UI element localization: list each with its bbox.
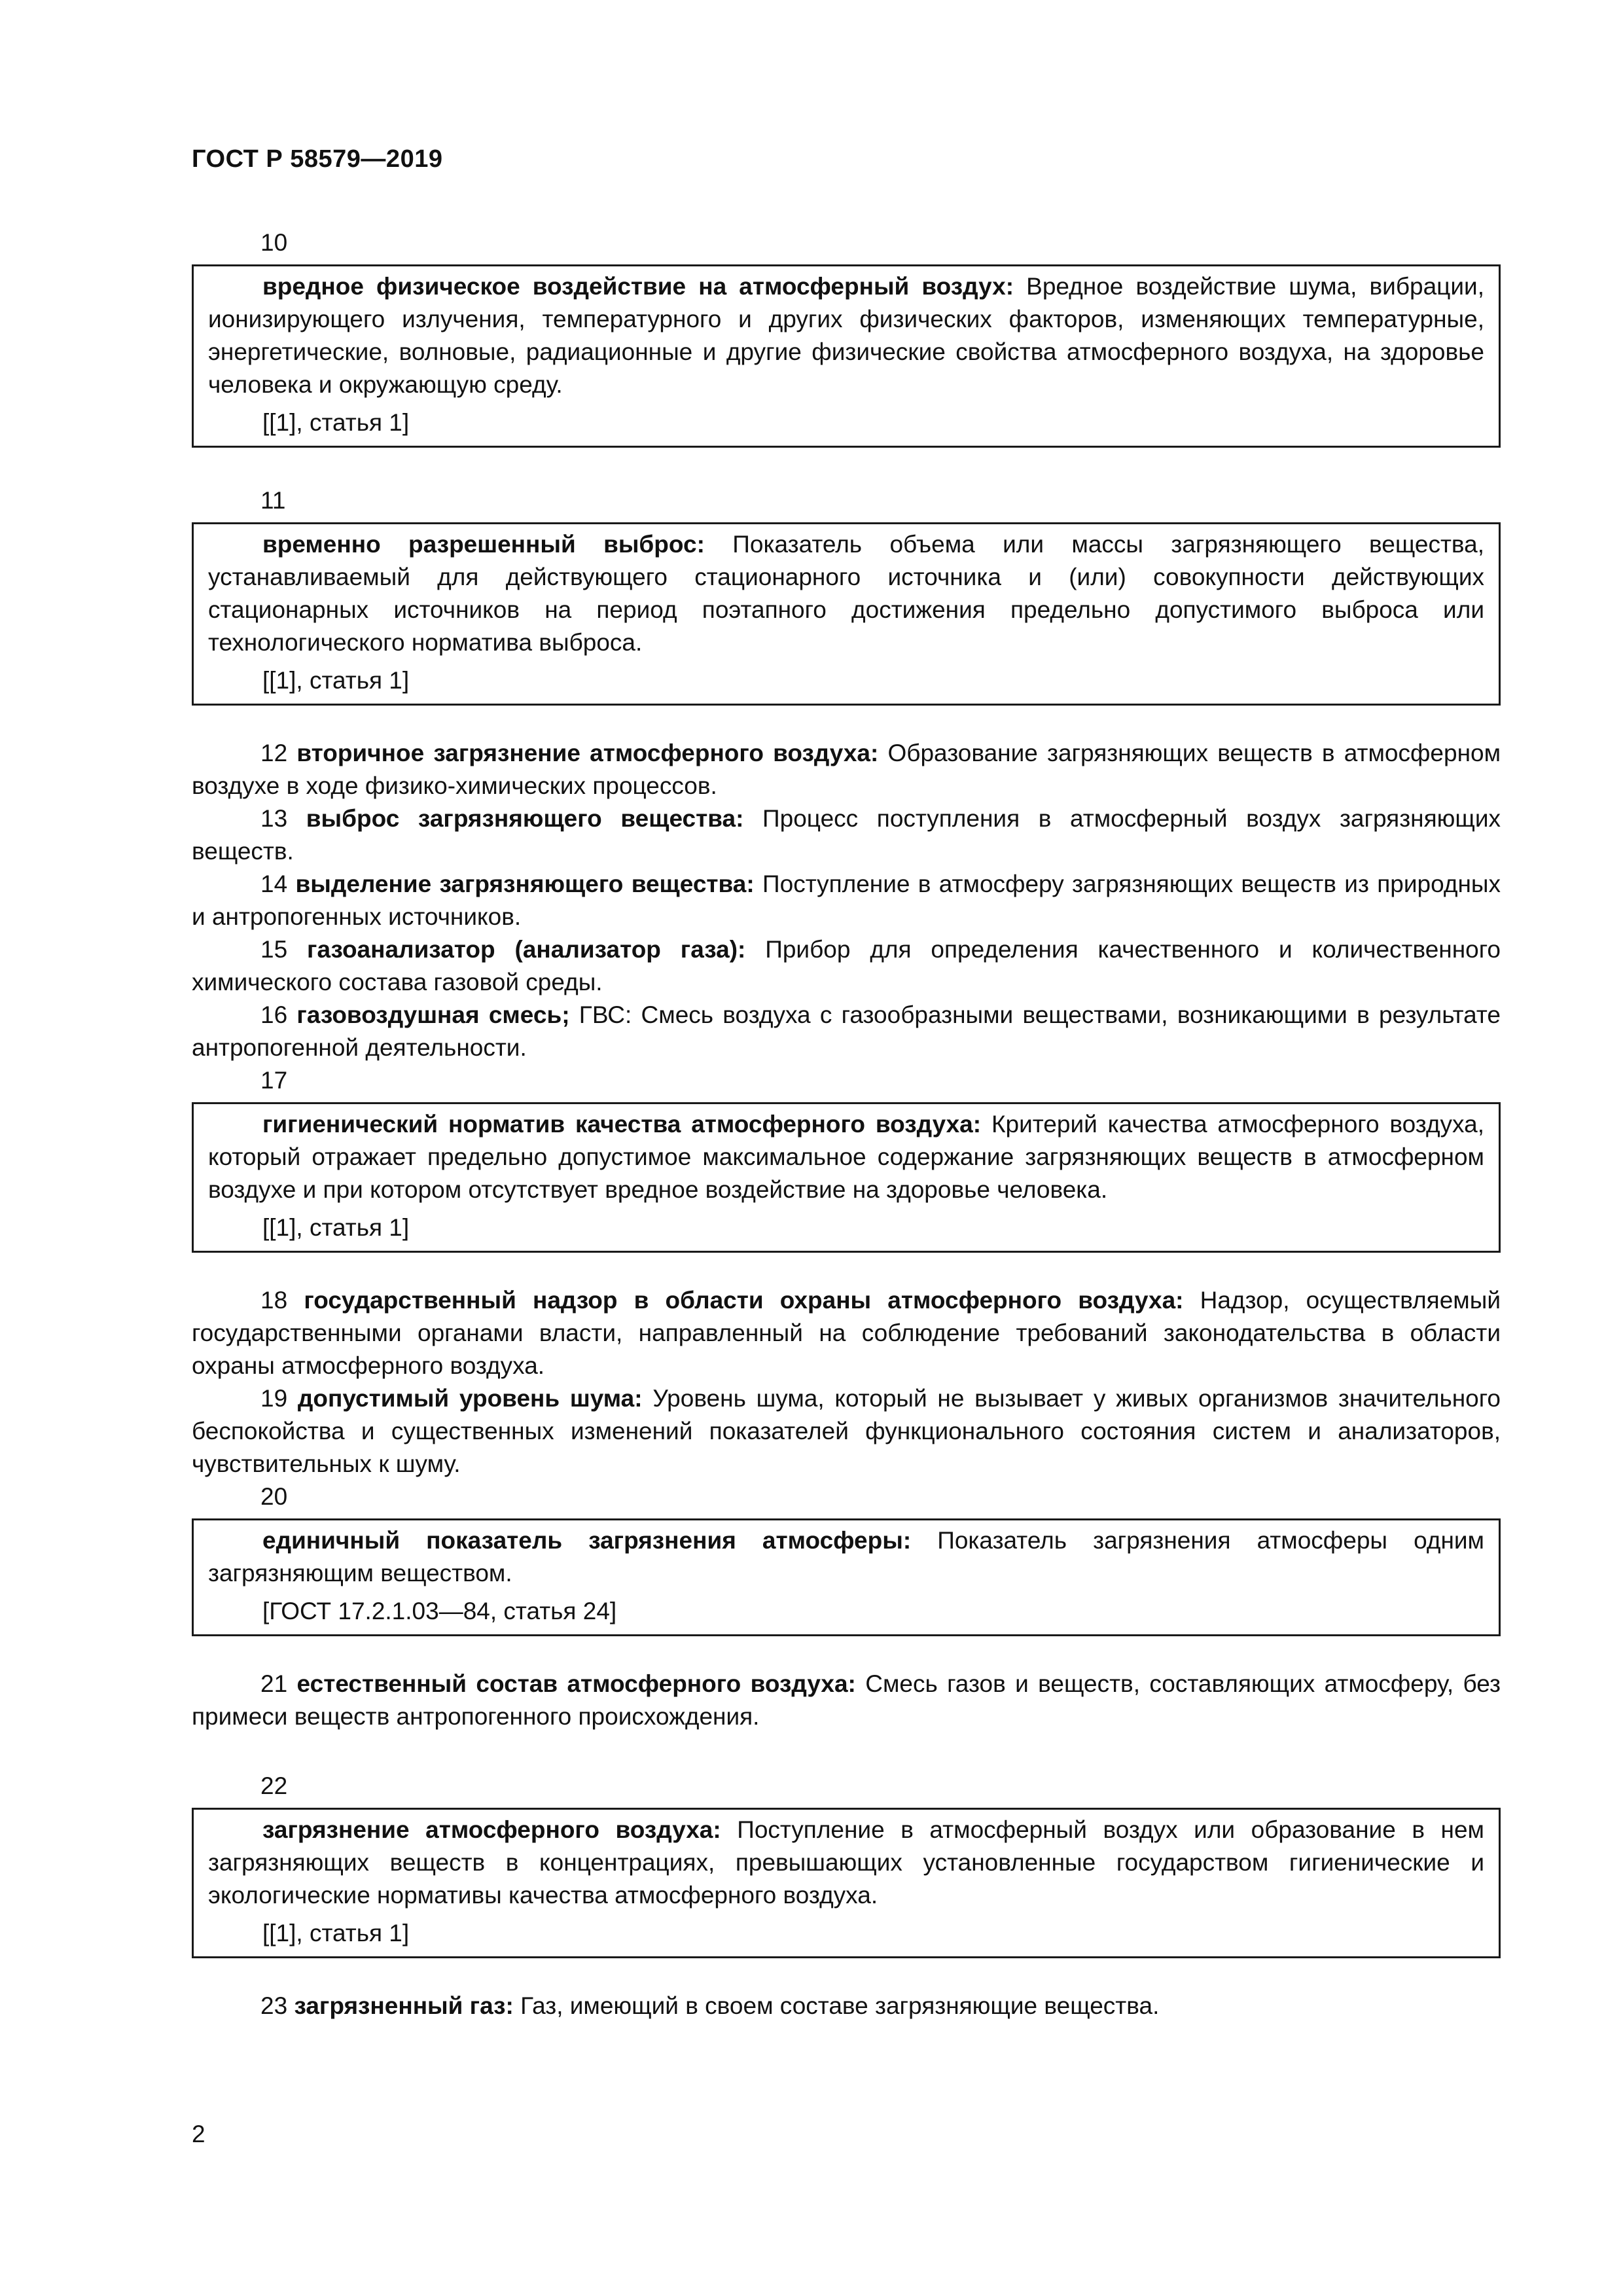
- term-definition: [208, 1524, 1484, 1590]
- term-name: загрязнение атмосферного воздуха:: [262, 1816, 721, 1843]
- term-name: вторичное загрязнение атмосферного воздуха:: [296, 740, 879, 766]
- page-number: 2: [192, 2121, 205, 2147]
- term-text: Уровень шума, который не вызывает у живых организмов значительного беспокойства и существенных изменений показателей функционального состояния систем и анализаторов, чувствительных к шуму.: [192, 1385, 1501, 1477]
- term-paragraph: [192, 802, 1501, 868]
- term-paragraph: [192, 1668, 1501, 1733]
- document-header: ГОСТ Р 58579—2019: [192, 145, 443, 173]
- term-box: [192, 522, 1501, 706]
- document-body: [192, 221, 1501, 2022]
- term-paragraph: [192, 737, 1501, 802]
- term-name: выделение загрязняющего вещества:: [295, 870, 755, 897]
- term-number: 22: [260, 1772, 288, 1799]
- term-name: государственный надзор в области охраны атмосферного воздуха:: [304, 1287, 1184, 1314]
- term-text: Критерий качества атмосферного воздуха, который отражает предельно допустимое максимальное содержание загрязняющих веществ в атмосферном воздухе и при котором отсутствует вредное воздействие на здоровье человека.: [208, 1111, 1484, 1203]
- term-paragraph: [192, 999, 1501, 1064]
- term-box: [192, 264, 1501, 448]
- term-name: выброс загрязняющего вещества:: [306, 805, 744, 832]
- term-definition: [208, 528, 1484, 659]
- term-paragraph: [192, 1382, 1501, 1480]
- term-name: гигиенический норматив качества атмосферного воздуха:: [262, 1111, 982, 1138]
- term-definition: [208, 270, 1484, 401]
- term-text: Образование загрязняющих веществ в атмосферном воздухе в ходе физико-химических процессов.: [192, 740, 1501, 799]
- term-number: 18: [260, 1287, 304, 1314]
- term-source: [[1], статья 1]: [262, 667, 410, 694]
- term-number: 16: [260, 1001, 297, 1028]
- term-name: единичный показатель загрязнения атмосферы:: [262, 1527, 912, 1554]
- term-number: 11: [260, 487, 286, 514]
- term-source: [[1], статья 1]: [262, 1920, 410, 1946]
- term-name: естественный состав атмосферного воздуха:: [296, 1670, 856, 1697]
- term-paragraph: [192, 1284, 1501, 1382]
- term-box: [192, 1518, 1501, 1636]
- term-number: 19: [260, 1385, 298, 1412]
- term-paragraph: [192, 1990, 1501, 2022]
- term-text: Поступление в атмосферный воздух или образование в нем загрязняющих веществ в концентрациях, превышающих установленные государством гигиенические и экологические нормативы качества атмосферного воздуха.: [208, 1816, 1484, 1909]
- term-paragraph: [192, 868, 1501, 933]
- term-number: 14: [260, 870, 296, 897]
- term-number: 10: [260, 229, 288, 256]
- term-number: 15: [260, 936, 308, 963]
- term-name: вредное физическое воздействие на атмосферный воздух:: [262, 273, 1014, 300]
- term-box: [192, 1808, 1501, 1958]
- term-text: Газ, имеющий в своем составе загрязняющие вещества.: [513, 1992, 1160, 2019]
- term-source: [[1], статья 1]: [262, 409, 410, 436]
- term-source: [[1], статья 1]: [262, 1214, 410, 1241]
- term-text: Показатель объема или массы загрязняющего вещества, устанавливаемый для действующего стационарного источника и (или) совокупности действующих стационарных источников на период поэтапного достижения предельно допустимого выброса или технологического норматива выброса.: [208, 531, 1484, 656]
- term-number: 13: [260, 805, 306, 832]
- term-name: временно разрешенный выброс:: [262, 531, 705, 558]
- term-number: 21: [260, 1670, 297, 1697]
- term-number: 12: [260, 740, 297, 766]
- term-definition: [208, 1108, 1484, 1206]
- term-box: [192, 1102, 1501, 1253]
- term-number: 23: [260, 1992, 294, 2019]
- term-text: ГВС: Смесь воздуха с газообразными веществами, возникающими в результате антропогенной деятельности.: [192, 1001, 1501, 1061]
- term-paragraph: [192, 933, 1501, 999]
- term-text: Смесь газов и веществ, составляющих атмосферу, без примеси веществ антропогенного происхождения.: [192, 1670, 1501, 1730]
- term-text: Поступление в атмосферу загрязняющих веществ из природных и антропогенных источников.: [192, 870, 1501, 930]
- term-name: допустимый уровень шума:: [297, 1385, 643, 1412]
- term-text: Процесс поступления в атмосферный воздух загрязняющих веществ.: [192, 805, 1501, 865]
- term-name: газоанализатор (анализатор газа):: [307, 936, 746, 963]
- term-source: [ГОСТ 17.2.1.03—84, статья 24]: [262, 1598, 617, 1624]
- term-text: Прибор для определения качественного и количественного химического состава газовой среды.: [192, 936, 1501, 996]
- term-text: Вредное воздействие шума, вибрации, ионизирующего излучения, температурного и других физических факторов, изменяющих температурные, энергетические, волновые, радиационные и другие физические свойства атмосферного воздуха, на здоровье человека и окружающую среду.: [208, 273, 1484, 398]
- term-definition: [208, 1814, 1484, 1912]
- term-name: загрязненный газ:: [294, 1992, 514, 2019]
- term-number: 20: [260, 1483, 288, 1510]
- term-number: 17: [260, 1067, 288, 1094]
- term-text: Надзор, осуществляемый государственными органами власти, направленный на соблюдение требований законодательства в области охраны атмосферного воздуха.: [192, 1287, 1501, 1379]
- term-text: Показатель загрязнения атмосферы одним загрязняющим веществом.: [208, 1527, 1484, 1587]
- term-name: газовоздушная смесь;: [296, 1001, 570, 1028]
